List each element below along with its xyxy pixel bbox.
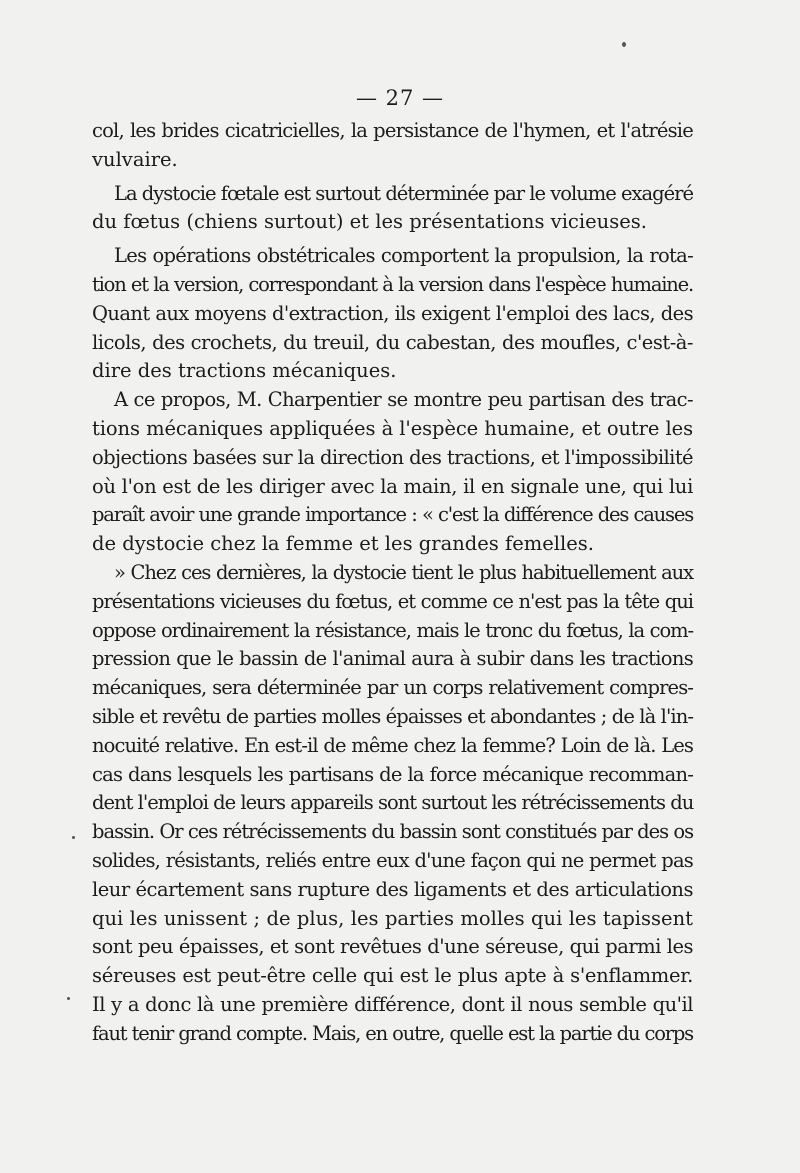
text-line: tion et la version, correspondant à la version dans l'espèce humaine.	[92, 272, 693, 296]
text-line: sont peu épaisses, et sont revêtues d'une séreuse, qui parmi les	[92, 935, 693, 959]
text-line: mécaniques, sera déterminée par un corps relativement compres-	[92, 676, 693, 700]
scan-speck	[72, 836, 75, 839]
text-line: solides, résistants, reliés entre eux d'une façon qui ne permet pas	[92, 848, 693, 872]
text-line: faut tenir grand compte. Mais, en outre, quelle est la partie du corps	[92, 1021, 693, 1045]
body-text	[92, 117, 693, 1049]
text-line: du fœtus (chiens surtout) et les présentations vicieuses.	[92, 210, 647, 234]
text-line: Il y a donc là une première différence, dont il nous semble qu'il	[92, 992, 693, 1016]
text-line: La dystocie fœtale est surtout déterminée par le volume exagéré	[114, 181, 694, 205]
text-line: tions mécaniques appliquées à l'espèce humaine, et outre les	[92, 416, 693, 440]
text-line: A ce propos, M. Charpentier se montre peu partisan des trac-	[114, 388, 693, 412]
text-line: dire des tractions mécaniques.	[92, 359, 397, 383]
text-line: licols, des crochets, du treuil, du cabestan, des moufles, c'est-à-	[92, 330, 693, 354]
text-line: de dystocie chez la femme et les grandes femelles.	[92, 532, 595, 556]
text-line: col, les brides cicatricielles, la persistance de l'hymen, et l'atrésie	[92, 119, 693, 142]
page-number: — 27 —	[355, 86, 445, 110]
text-line: où l'on est de les diriger avec la main, il en signale une, qui lui	[92, 474, 693, 498]
scan-speck	[622, 42, 626, 47]
text-line: présentations vicieuses du fœtus, et comme ce n'est pas la tête qui	[92, 589, 693, 613]
text-line: sible et revêtu de parties molles épaisses et abondantes ; de là l'in-	[92, 704, 694, 728]
text-line: cas dans lesquels les partisans de la force mécanique recomman-	[92, 762, 693, 786]
text-line: nocuité relative. En est-il de même chez la femme? Loin de là. Les	[92, 733, 693, 757]
text-line: paraît avoir une grande importance : « c'est la différence des causes	[92, 503, 693, 527]
text-line: bassin. Or ces rétrécissements du bassin sont constitués par des os	[92, 820, 694, 844]
text-line: » Chez ces dernières, la dystocie tient le plus habituellement aux	[114, 560, 693, 584]
text-line: dent l'emploi de leurs appareils sont surtout les rétrécissements du	[92, 791, 694, 815]
text-line: vulvaire.	[92, 147, 178, 171]
text-line: Les opérations obstétricales comportent la propulsion, la rota-	[114, 244, 693, 268]
text-line: pression que le bassin de l'animal aura à subir dans les tractions	[92, 647, 693, 671]
text-line: séreuses est peut-être celle qui est le plus apte à s'enflammer.	[92, 964, 693, 988]
text-line: oppose ordinairement la résistance, mais le tronc du fœtus, la com-	[92, 618, 693, 642]
text-line: Quant aux moyens d'extraction, ils exigent l'emploi des lacs, des	[92, 301, 693, 325]
scan-speck	[67, 997, 70, 1000]
text-line: qui les unissent ; de plus, les parties molles qui les tapissent	[92, 906, 693, 930]
text-line: leur écartement sans rupture des ligaments et des articulations	[92, 877, 693, 901]
text-line: objections basées sur la direction des tractions, et l'impossibilité	[92, 445, 693, 469]
